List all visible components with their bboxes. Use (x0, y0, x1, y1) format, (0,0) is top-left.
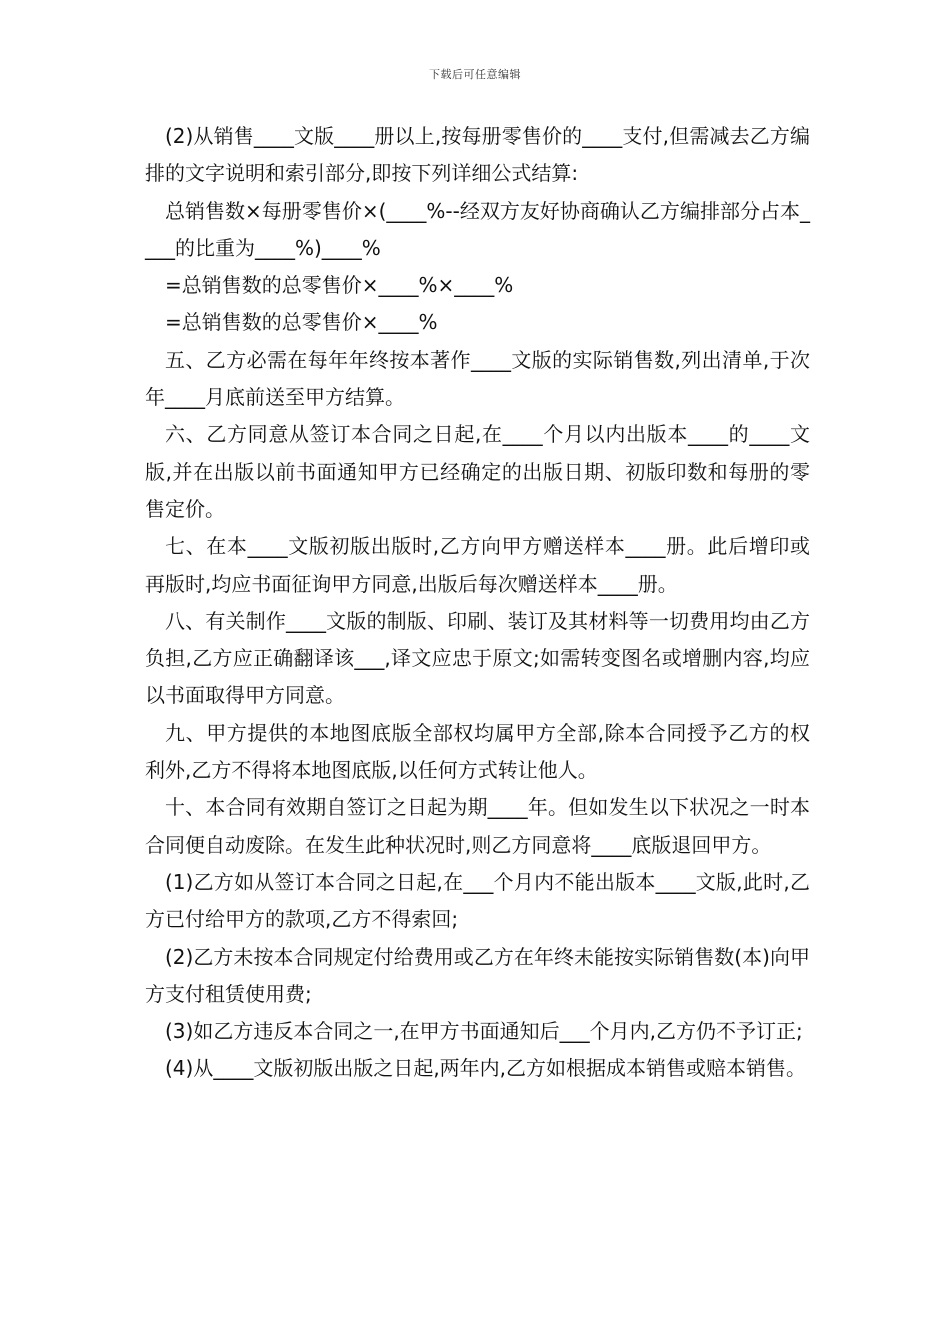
paragraph-formula-2: =总销售数的总零售价×____%×____% (165, 273, 514, 298)
paragraph-formula-1: 总销售数×每册零售价×(____%--经双方友好协商确认乙方编排部分占本____的比重为____%)____% (145, 198, 810, 260)
paragraph-article-8: 八、有关制作____文版的制版、印刷、装订及其材料等一切费用均由乙方负担,乙方应正确翻译该___,译文应忠于原文;如需转变图名或增删内容,均应以书面取得甲方同意。 (145, 608, 810, 708)
paragraph-article-6: 六、乙方同意从签订本合同之日起,在____个月以内出版本____的____文版,并在出版以前书面通知甲方已经确定的出版日期、初版印数和每册的零售定价。 (145, 422, 810, 521)
contract-body (145, 118, 810, 1088)
paragraph-condition-3: (3)如乙方违反本合同之一,在甲方书面通知后___个月内,乙方仍不予订正; (165, 1019, 803, 1044)
paragraph-article-10: 十、本合同有效期自签订之日起为期____年。但如发生以下状况之一时本合同便自动废除。在发生此种状况时,则乙方同意将____底版退回甲方。 (145, 795, 810, 857)
paragraph-condition-4: (4)从____文版初版出版之日起,两年内,乙方如根据成本销售或赔本销售。 (165, 1056, 807, 1081)
paragraph-article-5: 五、乙方必需在每年年终按本著作____文版的实际销售数,列出清单,于次年____月底前送至甲方结算。 (145, 347, 810, 410)
header-note: 下载后可任意编辑 (429, 68, 521, 81)
paragraph-sales-clause-2: (2)从销售____文版____册以上,按每册零售价的____支付,但需减去乙方编排的文字说明和索引部分,即按下列详细公式结算: (145, 124, 810, 186)
paragraph-condition-1: (1)乙方如从签订本合同之日起,在___个月内不能出版本____文版,此时,乙方已付给甲方的款项,乙方不得索回; (145, 869, 810, 932)
paragraph-article-7: 七、在本____文版初版出版时,乙方向甲方赠送样本____册。此后增印或再版时,均应书面征询甲方同意,出版后每次赠送样本____册。 (145, 534, 810, 596)
paragraph-formula-3: =总销售数的总零售价×____% (165, 310, 438, 335)
paragraph-condition-2: (2)乙方未按本合同规定付给费用或乙方在年终未能按实际销售数(本)向甲方支付租赁使用费; (145, 944, 810, 1006)
paragraph-article-9: 九、甲方提供的本地图底版全部权均属甲方全部,除本合同授予乙方的权利外,乙方不得将本地图底版,以任何方式转让他人。 (145, 720, 810, 783)
